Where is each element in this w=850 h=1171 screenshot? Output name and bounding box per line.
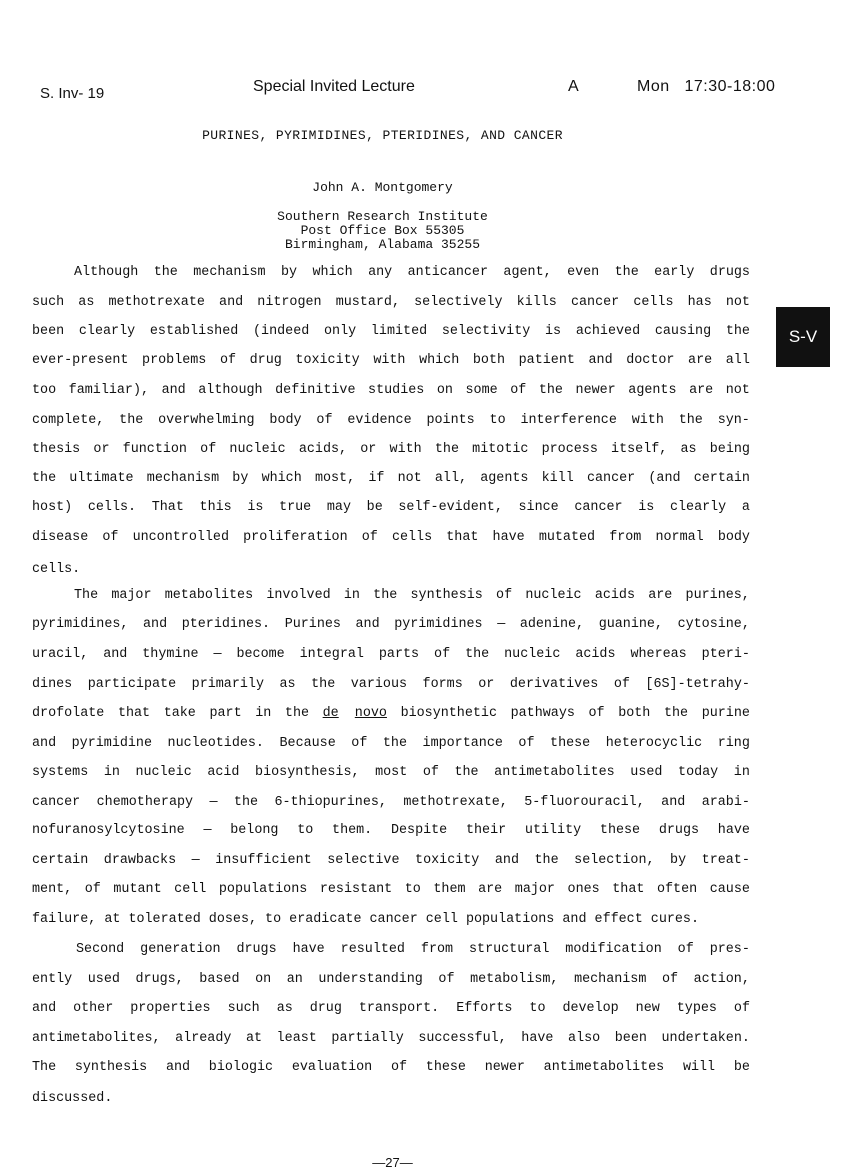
body-line: certain drawbacks — insufficient selective toxicity and the selection, by treat- (32, 853, 750, 868)
lecture-type: Special Invited Lecture (253, 78, 415, 95)
body-line: ment, of mutant cell populations resistant to them are major ones that often cause (32, 882, 750, 897)
body-line: cells. (32, 562, 81, 577)
body-line: such as methotrexate and nitrogen mustard, selectively kills cancer cells has not (32, 295, 750, 310)
body-line: pyrimidines, and pteridines. Purines and pyrimidines — adenine, guanine, cytosine, (32, 617, 750, 632)
body-line: The major metabolites involved in the synthesis of nucleic acids are purines, (74, 588, 750, 603)
body-line: drofolate that take part in the de novo biosynthetic pathways of both the purine (32, 706, 750, 721)
session-time: Mon 17:30-18:00 (637, 78, 776, 95)
session-room: A (568, 78, 579, 95)
body-line: thesis or function of nucleic acids, or with the mitotic process itself, as being (32, 442, 750, 457)
body-line: uracil, and thymine — become integral parts of the nucleic acids whereas pteri- (32, 647, 750, 662)
body-line: the ultimate mechanism by which most, if not all, agents kill cancer (and certain (32, 471, 750, 486)
body-line: nofuranosylcytosine — belong to them. Despite their utility these drugs have (32, 823, 750, 838)
author-name: John A. Montgomery (312, 180, 453, 195)
affiliation-line: Southern Research Institute (277, 209, 488, 224)
body-line: ever-present problems of drug toxicity with which both patient and doctor are all (32, 353, 750, 368)
affiliation-line: Birmingham, Alabama 35255 (284, 237, 481, 252)
body-line: host) cells. That this is true may be self-evident, since cancer is clearly a (32, 500, 750, 515)
body-line: and pyrimidine nucleotides. Because of the importance of these heterocyclic ring (32, 736, 750, 751)
abstract-code: S. Inv- 19 (40, 85, 105, 102)
body-line: cancer chemotherapy — the 6-thiopurines, methotrexate, 5-fluorouracil, and arabi- (32, 795, 750, 810)
body-line: ently used drugs, based on an understanding of metabolism, mechanism of action, (32, 972, 750, 987)
section-tab: S-V (776, 307, 830, 367)
body-line: dines participate primarily as the various forms or derivatives of [6S]-tetrahy- (32, 677, 750, 692)
body-line: been clearly established (indeed only limited selectivity is achieved causing the (32, 324, 750, 339)
body-line: discussed. (32, 1091, 113, 1106)
body-line: Although the mechanism by which any anticancer agent, even the early drugs (74, 265, 750, 280)
body-line: and other properties such as drug transport. Efforts to develop new types of (32, 1001, 750, 1016)
affiliation-line: Post Office Box 55305 (300, 223, 465, 238)
body-line: The synthesis and biologic evaluation of these newer antimetabolites will be (32, 1060, 750, 1075)
body-line: too familiar), and although definitive studies on some of the newer agents are not (32, 383, 750, 398)
body-line: Second generation drugs have resulted from structural modification of pres- (76, 942, 750, 957)
body-line: systems in nucleic acid biosynthesis, most of the antimetabolites used today in (32, 765, 750, 780)
body-line: antimetabolites, already at least partially successful, have also been undertaken. (32, 1031, 750, 1046)
body-line: disease of uncontrolled proliferation of cells that have mutated from normal body (32, 530, 750, 545)
body-line: complete, the overwhelming body of evidence points to interference with the syn- (32, 413, 750, 428)
body-line: failure, at tolerated doses, to eradicate cancer cell populations and effect cures. (32, 912, 699, 927)
paper-title: PURINES, PYRIMIDINES, PTERIDINES, AND CANCER (202, 128, 563, 143)
page-number: —27— (372, 1155, 413, 1170)
